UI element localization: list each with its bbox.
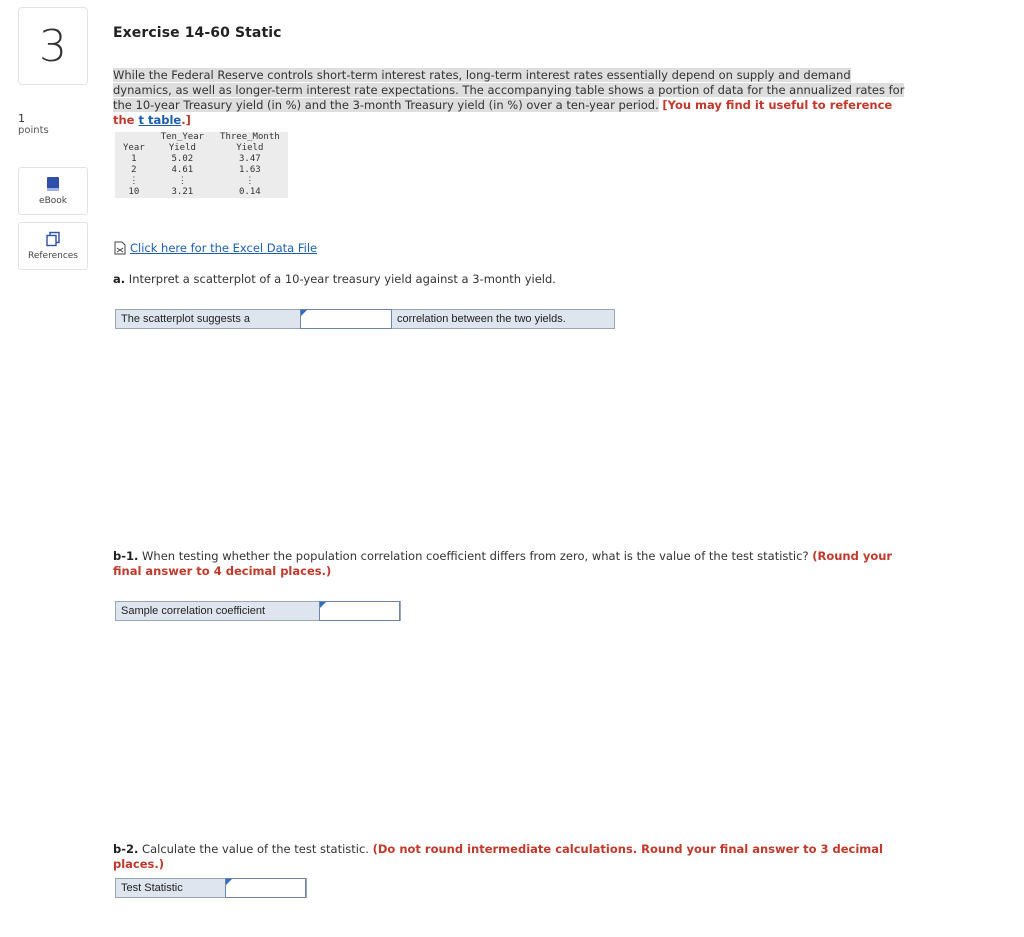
- col-header-ten-year: Ten_Year Yield: [160, 132, 205, 153]
- references-button[interactable]: [18, 222, 88, 270]
- points-value: 1: [18, 112, 25, 125]
- file-icon: [113, 241, 127, 255]
- book-icon: [45, 176, 61, 192]
- ebook-button[interactable]: [18, 167, 88, 215]
- part-a-prefix: The scatterplot suggests a: [121, 313, 251, 325]
- cell: 3.47: [239, 154, 261, 164]
- part-a-question: [113, 272, 556, 286]
- part-b2-note: (Do not round intermediate calculations. Round your final answer to 3 decimal places.): [113, 842, 883, 871]
- copy-icon: [45, 231, 61, 247]
- reference-note-text: [You may find it useful to reference the: [113, 98, 893, 127]
- part-b1-label: b-1.: [113, 549, 139, 563]
- part-a-label: a.: [113, 272, 126, 286]
- data-table: [115, 132, 288, 198]
- col-header-year: Year: [123, 143, 145, 153]
- cell: 2: [131, 165, 137, 175]
- cell: 1.63: [239, 165, 261, 175]
- cell: 10: [128, 187, 140, 197]
- part-a-text: Interpret a scatterplot of a 10-year treasury yield against a 3-month yield.: [128, 272, 556, 286]
- cell: 3.21: [171, 187, 194, 197]
- points-label: points: [18, 125, 49, 136]
- cell: ⋮: [177, 176, 187, 186]
- table-row: [115, 154, 288, 165]
- part-b2-text: Calculate the value of the test statistic.: [142, 842, 369, 856]
- reference-note-end: .]: [181, 113, 191, 127]
- cell: 5.02: [171, 154, 194, 164]
- part-b2-label: b-2.: [113, 842, 139, 856]
- part-b2-question: [113, 842, 933, 872]
- intro-text: While the Federal Reserve controls short-term interest rates, long-term interest rates essentially depend on supply and demand dynamics, as well as longer-term interest rate expectations. The accompanying table shows a portion of data for the annualized rates for the 10-year Treasury yield (in %) and the 3-month Treasury yield (in %) over a ten-year period.: [113, 68, 905, 112]
- table-row: [115, 187, 288, 198]
- test-statistic-label: Test Statistic: [121, 882, 183, 894]
- table-row: [115, 176, 288, 187]
- references-label: References: [27, 251, 78, 261]
- part-b1-text: When testing whether the population correlation coefficient differs from zero, what is the value of the test statistic?: [142, 549, 809, 563]
- cell: 1: [131, 154, 137, 164]
- cell: 0.14: [239, 187, 261, 197]
- part-b2-answer-row: [115, 878, 307, 898]
- test-statistic-input[interactable]: [225, 878, 306, 898]
- sample-correlation-input[interactable]: [319, 601, 400, 621]
- cell: ⋮: [129, 176, 139, 186]
- ebook-label: eBook: [39, 196, 67, 206]
- question-intro: [113, 68, 913, 128]
- cell: ⋮: [245, 176, 255, 186]
- exercise-title: Exercise 14-60 Static: [113, 25, 282, 41]
- part-a-answer-row: [115, 309, 615, 329]
- table-row: [115, 165, 288, 176]
- part-a-suffix: correlation between the two yields.: [397, 313, 566, 325]
- part-b1-note: (Round your final answer to 4 decimal places.): [113, 549, 893, 578]
- excel-link-text: Click here for the Excel Data File: [130, 241, 318, 255]
- t-table-link[interactable]: t table: [138, 113, 182, 127]
- sample-correlation-label: Sample correlation coefficient: [121, 605, 266, 617]
- excel-data-link[interactable]: [113, 241, 317, 255]
- cell: 4.61: [171, 165, 194, 175]
- question-number: 3: [18, 7, 88, 85]
- correlation-type-select[interactable]: [300, 309, 392, 329]
- part-b1-question: [113, 549, 913, 579]
- col-header-three-month: Three_Month Yield: [220, 132, 280, 153]
- part-b1-answer-row: [115, 601, 401, 621]
